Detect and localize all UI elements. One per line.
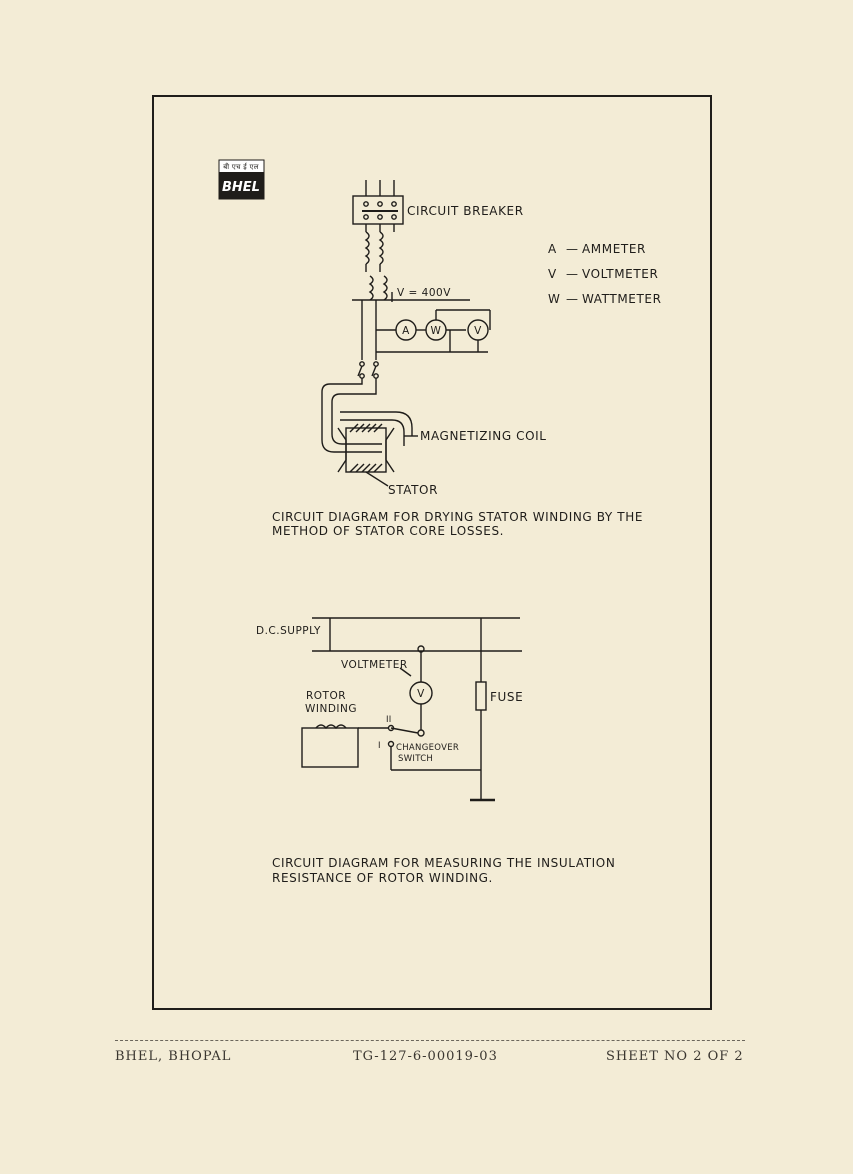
footer-sheet-number: SHEET NO 2 OF 2 <box>606 1049 744 1064</box>
logo-hindi-text: बी एच ई एल <box>223 163 259 171</box>
rotor-label-line2: WINDING <box>305 703 358 715</box>
stator-label: STATOR <box>388 483 439 497</box>
bhel-logo <box>219 160 264 199</box>
diagram1-caption-line1: CIRCUIT DIAGRAM FOR DRYING STATOR WINDING BY THE <box>272 510 644 524</box>
legend-meaning: VOLTMETER <box>582 267 659 281</box>
legend-symbol: V <box>548 267 557 281</box>
circuit-breaker-label: CIRCUIT BREAKER <box>407 204 524 218</box>
switch-label-line1: CHANGEOVER <box>396 743 460 753</box>
dc-voltmeter-symbol: V <box>417 688 425 700</box>
dc-voltmeter-label: VOLTMETER <box>341 659 408 671</box>
diagram1-caption-line2: METHOD OF STATOR CORE LOSSES. <box>272 524 505 538</box>
legend-meaning: WATTMETER <box>582 292 662 306</box>
switch-position-2: II <box>386 715 392 725</box>
footer-divider <box>115 1040 745 1041</box>
dc-supply-label: D.C.SUPPLY <box>256 625 321 637</box>
legend-symbol: W <box>548 292 561 306</box>
wattmeter-symbol: W <box>430 325 442 337</box>
diagram2-caption-line1: CIRCUIT DIAGRAM FOR MEASURING THE INSULATION <box>272 856 616 870</box>
voltage-label: V = 400V <box>397 287 451 299</box>
footer-document-number: TG-127-6-00019-03 <box>353 1049 498 1064</box>
diagram2-caption-line2: RESISTANCE OF ROTOR WINDING. <box>272 871 493 885</box>
voltmeter-symbol: V <box>474 325 482 337</box>
legend-separator: — <box>566 267 579 281</box>
legend <box>548 242 662 306</box>
magnetizing-coil-label: MAGNETIZING COIL <box>420 429 547 443</box>
rotor-label-line1: ROTOR <box>306 690 347 702</box>
legend-separator: — <box>566 242 579 256</box>
switch-label-line2: SWITCH <box>398 754 434 764</box>
legend-symbol: A <box>548 242 557 256</box>
fuse-symbol <box>476 682 486 710</box>
footer-organization: BHEL, BHOPAL <box>115 1049 232 1064</box>
legend-separator: — <box>566 292 579 306</box>
fuse-label: FUSE <box>490 690 524 704</box>
logo-text: BHEL <box>222 180 260 195</box>
legend-meaning: AMMETER <box>582 242 646 256</box>
rotor-winding-symbol <box>302 728 358 767</box>
switch-position-1: I <box>378 741 381 751</box>
ammeter-symbol: A <box>402 325 410 337</box>
